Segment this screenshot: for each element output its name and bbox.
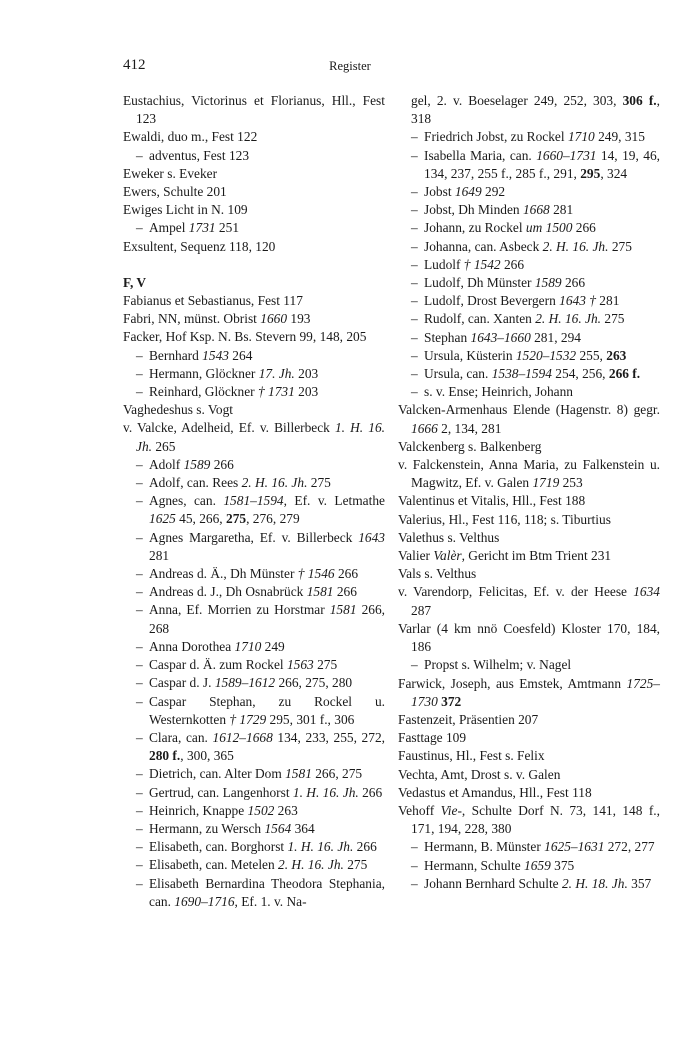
- entry-text-run: Exsultent, Sequenz 118, 120: [123, 238, 276, 254]
- entry-text-run: 1612–1668: [212, 729, 273, 745]
- entry-text-run: 275: [608, 238, 632, 254]
- entry-text-run: 1725–1730: [411, 675, 660, 709]
- entry-text-run: Bernhard: [149, 347, 203, 363]
- entry-text-run: Valerius, Hl., Fest 116, 118; s. Tiburtius: [398, 511, 611, 527]
- index-subentry: [398, 857, 660, 875]
- index-subentry: [123, 365, 385, 383]
- entry-text-run: Heinrich, Knappe: [149, 802, 248, 818]
- index-entry: [398, 401, 660, 437]
- index-subentry: [398, 256, 660, 274]
- entry-text-run: Hermann, Schulte: [424, 857, 525, 873]
- entry-text-run: , 324: [600, 165, 628, 181]
- entry-text-run: Valckenberg s. Balkenberg: [398, 438, 542, 454]
- entry-text-run: 1564: [264, 820, 292, 836]
- entry-text-run: 14, 19, 46, 134, 237, 255 f., 285 f., 291,: [424, 147, 660, 181]
- entry-text-run: Ewiges Licht in N. 109: [123, 202, 248, 218]
- entry-text-run: 266: [333, 584, 357, 600]
- entry-text-run: 203: [294, 384, 319, 400]
- entry-text-run: 287: [411, 602, 432, 618]
- entry-text-run: Andreas d. Ä., Dh Münster: [149, 566, 298, 582]
- entry-text-run: Elisabeth, can. Metelen: [149, 857, 279, 873]
- entry-text-run: 375: [550, 857, 575, 873]
- index-entry: [398, 729, 660, 747]
- entry-text-run: 1. H. 16. Jh.: [287, 839, 354, 855]
- entry-text-run: Isabella Maria, can.: [424, 147, 537, 163]
- entry-text-run: 266: [353, 839, 377, 855]
- entry-text-run: Friedrich Jobst, zu Rockel: [424, 129, 568, 145]
- entry-text-run: 275: [313, 657, 338, 673]
- entry-text-run: 1719: [532, 475, 560, 491]
- entry-text-run: 266: [334, 566, 359, 582]
- entry-text-run: Adolf, can. Rees: [149, 475, 242, 491]
- entry-text-run: 1625–1631: [544, 839, 605, 855]
- entry-text-run: Ludolf, Drost Bevergern: [424, 293, 560, 309]
- entry-text-run: 1502: [247, 802, 275, 818]
- index-entry: [398, 711, 660, 729]
- entry-text-run: 251: [215, 220, 240, 236]
- entry-text-run: 266: [500, 256, 525, 272]
- entry-text-run: † 1731: [257, 384, 295, 400]
- entry-text-run: 1659: [524, 857, 551, 873]
- index-entry: [123, 419, 385, 455]
- index-entry: [398, 766, 660, 784]
- entry-text-run: Anna, Ef. Morrien zu Horstmar: [149, 602, 330, 618]
- index-entry: [123, 128, 385, 146]
- entry-text-run: 295: [580, 165, 601, 181]
- entry-text-run: 2. H. 16. Jh.: [278, 857, 344, 873]
- entry-text-run: Andreas d. J., Dh Osnabrück: [149, 584, 307, 600]
- index-subentry: [398, 201, 660, 219]
- index-subentry: [123, 802, 385, 820]
- entry-text-run: 2. H. 16. Jh.: [241, 475, 308, 491]
- index-subentry: [123, 147, 385, 165]
- entry-text-run: 1581–1594: [223, 493, 284, 509]
- entry-text-run: Elisabeth Bernardina Theodora Stephania, can.: [149, 875, 385, 909]
- index-subentry: [123, 474, 385, 492]
- entry-text-run: Facker, Hof Ksp. N. Bs. Stevern 99, 148, 205: [123, 329, 367, 345]
- entry-text-run: 45, 266,: [175, 511, 226, 527]
- entry-text-run: , 300, 365: [180, 748, 234, 764]
- entry-text-run: 1581: [285, 766, 312, 782]
- entry-text-run: Fabri, NN, münst. Obrist: [123, 311, 261, 327]
- entry-text-run: Hermann, B. Münster: [424, 839, 545, 855]
- index-subentry: [123, 729, 385, 765]
- index-subentry: [398, 147, 660, 183]
- index-subentry: [123, 693, 385, 729]
- index-entry: [123, 238, 385, 256]
- index-column-left: [123, 92, 385, 911]
- entry-text-run: v. Varendorp, Felicitas, Ef. v. der Heese: [398, 584, 634, 600]
- entry-text-run: Johanna, can. Asbeck: [424, 238, 543, 254]
- index-subentry: [123, 784, 385, 802]
- index-entry: [398, 547, 660, 565]
- index-subentry: [123, 219, 385, 237]
- entry-text-run: 266 f.: [608, 366, 641, 382]
- entry-text-run: 203: [294, 365, 319, 381]
- entry-text-run: v. Valcke, Adelheid, Ef. v. Billerbeck: [123, 420, 335, 436]
- entry-text-run: 280 f.: [149, 748, 181, 764]
- index-entry: [398, 492, 660, 510]
- entry-text-run: Hermann, zu Wersch: [149, 820, 265, 836]
- entry-text-run: † 1546: [297, 566, 335, 582]
- entry-text-run: F, V: [123, 274, 147, 290]
- entry-text-run: Reinhard, Glöckner: [149, 384, 258, 400]
- entry-text-run: 249: [261, 638, 285, 654]
- entry-text-run: 2. H. 18. Jh.: [561, 875, 628, 891]
- entry-text-run: Agnes Margaretha, Ef. v. Billerbeck: [149, 529, 359, 545]
- index-entry: [123, 201, 385, 219]
- entry-text-run: 193: [287, 311, 311, 327]
- index-subentry: [123, 765, 385, 783]
- entry-text-run: 275: [226, 511, 247, 527]
- index-entry: [123, 328, 385, 346]
- entry-text-run: 272, 277: [604, 839, 655, 855]
- entry-text-run: 1710: [234, 638, 262, 654]
- entry-text-run: 306 f.: [622, 93, 657, 108]
- entry-text-run: Valcken-Armenhaus Elende (Hagenstr. 8) gegr.: [398, 402, 660, 418]
- entry-text-run: Ludolf: [424, 256, 464, 272]
- entry-text-run: 1625: [149, 511, 176, 527]
- entry-text-run: 1668: [522, 202, 550, 218]
- entry-text-run: 1634: [633, 584, 660, 600]
- entry-text-run: Valentinus et Vitalis, Hll., Fest 188: [398, 493, 586, 509]
- index-subentry: [123, 565, 385, 583]
- index-subentry: [398, 310, 660, 328]
- index-entry: [123, 292, 385, 310]
- running-head: Register: [329, 59, 371, 73]
- entry-text-run: 275: [307, 475, 331, 491]
- entry-text-run: Vaghedeshus s. Vogt: [123, 402, 233, 418]
- entry-text-run: 266: [561, 275, 586, 291]
- entry-text-run: 263: [606, 347, 627, 363]
- index-subentry: [398, 838, 660, 856]
- index-subentry: [123, 820, 385, 838]
- entry-text-run: 281: [149, 547, 170, 563]
- entry-text-run: 266: [358, 784, 383, 800]
- entry-text-run: 266: [572, 220, 596, 236]
- entry-text-run: 1520–1532: [515, 347, 577, 363]
- entry-text-run: Farwick, Joseph, aus Emstek, Amtmann: [398, 675, 627, 691]
- index-entry: [398, 583, 660, 619]
- entry-text-run: um 1500: [525, 220, 573, 236]
- index-subentry: [398, 128, 660, 146]
- index-entry: [398, 511, 660, 529]
- entry-text-run: 254, 256,: [551, 366, 609, 382]
- entry-text-run: Gertrud, can. Langenhorst: [149, 784, 293, 800]
- entry-text-run: Adolf: [149, 456, 184, 472]
- index-subentry: [398, 329, 660, 347]
- entry-text-run: Vie-: [440, 802, 462, 818]
- index-entry: [123, 310, 385, 328]
- entry-text-run: 275: [343, 857, 368, 873]
- entry-text-run: Caspar d. J.: [149, 675, 215, 691]
- entry-text-run: 1. H. 16. Jh.: [136, 420, 385, 454]
- index-subentry: [398, 274, 660, 292]
- entry-text-run: 372: [441, 693, 462, 709]
- entry-text-run: Fastenzeit, Präsentien 207: [398, 711, 539, 727]
- entry-text-run: 281, 294: [530, 329, 581, 345]
- entry-text-run: 266, 275, 280: [275, 675, 353, 691]
- entry-text-run: 1563: [286, 657, 314, 673]
- index-subentry: [123, 456, 385, 474]
- entry-text-run: 1643: [358, 529, 385, 545]
- entry-text-run: Jobst: [424, 184, 455, 200]
- entry-text-run: 1. H. 16. Jh.: [292, 784, 359, 800]
- entry-text-run: Ludolf, Dh Münster: [424, 275, 535, 291]
- index-subentry: [123, 347, 385, 365]
- entry-text-run: 292: [481, 184, 506, 200]
- index-subentry: [123, 601, 385, 637]
- entry-text-run: 275: [601, 311, 625, 327]
- entry-text-run: v. Falckenstein, Anna Maria, zu Falkenstein u. Magwitz, Ef. v. Galen: [398, 457, 660, 491]
- entry-text-run: Rudolf, can. Xanten: [424, 311, 536, 327]
- index-subentry: [123, 638, 385, 656]
- entry-text-run: Stephan: [424, 329, 471, 345]
- entry-text-run: 281: [549, 202, 574, 218]
- index-subentry: [123, 583, 385, 601]
- entry-text-run: 264: [228, 347, 253, 363]
- entry-text-run: 1710: [567, 129, 595, 145]
- index-subentry: [398, 656, 660, 674]
- entry-text-run: Vals s. Velthus: [398, 566, 477, 582]
- entry-text-run: Vehoff: [398, 802, 441, 818]
- entry-text-run: † 1729: [229, 711, 267, 727]
- entry-text-run: , 318: [411, 93, 660, 127]
- entry-text-run: Caspar Stephan, zu Rockel u. Westernkotten: [149, 693, 385, 727]
- entry-text-run: 1643 †: [559, 293, 596, 309]
- entry-text-run: Fabianus et Sebastianus, Fest 117: [123, 293, 303, 309]
- entry-text-run: 1543: [202, 347, 229, 363]
- entry-text-run: 2, 134, 281: [437, 420, 502, 436]
- entry-text-run: , Ef. v. Letmathe: [283, 493, 385, 509]
- entry-text-run: 266, 268: [149, 602, 386, 636]
- entry-text-run: 1690–1716: [174, 893, 235, 909]
- index-subentry: [123, 875, 385, 911]
- entry-text-run: 265: [152, 438, 176, 454]
- entry-text-run: 266, 275: [311, 766, 363, 782]
- index-entry: [398, 438, 660, 456]
- page-number: 412: [123, 57, 146, 73]
- entry-text-run: 364: [291, 820, 315, 836]
- entry-text-run: 1660: [260, 311, 288, 327]
- entry-text-run: 255,: [576, 347, 607, 363]
- index-subentry: [123, 856, 385, 874]
- index-subentry: [398, 365, 660, 383]
- index-entry: [123, 401, 385, 419]
- entry-text-run: Hermann, Glöckner: [149, 365, 259, 381]
- entry-text-run: Valier: [398, 548, 434, 564]
- entry-text-run: Fasttage 109: [398, 730, 467, 746]
- index-entry: [398, 92, 660, 128]
- index-entry: [398, 620, 660, 656]
- index-subentry: [123, 656, 385, 674]
- entry-text-run: 266: [210, 456, 234, 472]
- index-entry: [123, 92, 385, 128]
- index-entry: [398, 802, 660, 838]
- entry-text-run: 134, 233, 255, 272,: [272, 729, 385, 745]
- entry-text-run: Ewers, Schulte 201: [123, 184, 227, 200]
- entry-text-run: Propst s. Wilhelm; v. Nagel: [424, 657, 572, 673]
- entry-text-run: † 1542: [463, 256, 501, 272]
- entry-text-run: Ursula, can.: [424, 366, 492, 382]
- letter-heading: [123, 274, 385, 292]
- entry-text-run: adventus, Fest 123: [149, 147, 250, 163]
- entry-text-run: Faustinus, Hl., Fest s. Felix: [398, 748, 545, 764]
- entry-text-run: 1666: [411, 420, 438, 436]
- entry-text-run: Valèr: [433, 548, 462, 564]
- index-entry: [398, 529, 660, 547]
- index-entry: [123, 183, 385, 201]
- index-entry: [123, 165, 385, 183]
- index-subentry: [123, 838, 385, 856]
- entry-text-run: , Gericht im Btm Trient 231: [461, 548, 612, 564]
- index-entry: [398, 456, 660, 492]
- index-entry: [398, 784, 660, 802]
- index-subentry: [398, 238, 660, 256]
- entry-text-run: 1589: [183, 456, 211, 472]
- entry-text-run: Jobst, Dh Minden: [424, 202, 523, 218]
- index-subentry: [123, 529, 385, 565]
- entry-text-run: s. v. Ense; Heinrich, Johann: [424, 384, 574, 400]
- entry-text-run: gel, 2. v. Boeselager 249, 252, 303,: [411, 93, 623, 108]
- entry-text-run: 1581: [329, 602, 357, 618]
- index-subentry: [123, 383, 385, 401]
- entry-text-run: Eustachius, Victorinus et Florianus, Hll., Fest 123: [123, 93, 385, 127]
- entry-text-run: 1649: [454, 184, 482, 200]
- entry-text-run: Elisabeth, can. Borghorst: [149, 839, 288, 855]
- entry-text-run: , Ef. 1. v. Na-: [234, 893, 307, 909]
- entry-text-run: Ewaldi, duo m., Fest 122: [123, 129, 258, 145]
- index-subentry: [398, 875, 660, 893]
- index-subentry: [398, 347, 660, 365]
- entry-text-run: 1581: [306, 584, 334, 600]
- entry-text-run: , Schulte Dorf N. 73, 141, 148 f., 171, 194, 228, 380: [411, 802, 660, 837]
- entry-text-run: Eweker s. Eveker: [123, 165, 218, 181]
- entry-text-run: Valethus s. Velthus: [398, 529, 500, 545]
- index-subentry: [123, 492, 385, 528]
- entry-text-run: Varlar (4 km nnö Coesfeld) Kloster 170, 184, 186: [398, 620, 660, 655]
- entry-text-run: 2. H. 16. Jh.: [542, 238, 609, 254]
- entry-text-run: Dietrich, can. Alter Dom: [149, 766, 286, 782]
- entry-text-run: 249, 315: [594, 129, 645, 145]
- index-subentry: [398, 183, 660, 201]
- index-entry: [398, 675, 660, 711]
- index-subentry: [398, 219, 660, 237]
- entry-text-run: 1538–1594: [491, 366, 552, 382]
- entry-text-run: Agnes, can.: [149, 493, 224, 509]
- entry-text-run: 1589: [534, 275, 562, 291]
- entry-text-run: Ursula, Küsterin: [424, 347, 516, 363]
- entry-text-run: Anna Dorothea: [149, 638, 235, 654]
- entry-text-run: 263: [274, 802, 298, 818]
- index-entry: [398, 747, 660, 765]
- entry-text-run: 253: [559, 475, 583, 491]
- entry-text-run: 1589–1612: [214, 675, 276, 691]
- index-subentry: [398, 292, 660, 310]
- entry-text-run: Vedastus et Amandus, Hll., Fest 118: [398, 784, 592, 800]
- entry-text-run: Clara, can.: [149, 729, 213, 745]
- entry-text-run: 295, 301 f., 306: [266, 711, 355, 727]
- entry-text-run: Johann Bernhard Schulte: [424, 875, 562, 891]
- entry-text-run: Johann, zu Rockel: [424, 220, 526, 236]
- entry-text-run: , 276, 279: [246, 511, 300, 527]
- entry-text-run: Caspar d. Ä. zum Rockel: [149, 657, 287, 673]
- entry-text-run: 281: [595, 293, 620, 309]
- entry-text-run: Ampel: [149, 220, 189, 236]
- entry-text-run: 357: [627, 875, 652, 891]
- index-subentry: [398, 383, 660, 401]
- entry-text-run: Vechta, Amt, Drost s. v. Galen: [398, 766, 561, 782]
- index-subentry: [123, 674, 385, 692]
- index-column-right: [398, 92, 660, 893]
- entry-text-run: 17. Jh.: [258, 365, 295, 381]
- entry-text-run: 1643–1660: [470, 329, 531, 345]
- entry-text-run: 2. H. 16. Jh.: [535, 311, 602, 327]
- entry-text-run: 1731: [188, 220, 216, 236]
- entry-text-run: 1660–1731: [536, 147, 597, 163]
- index-entry: [398, 565, 660, 583]
